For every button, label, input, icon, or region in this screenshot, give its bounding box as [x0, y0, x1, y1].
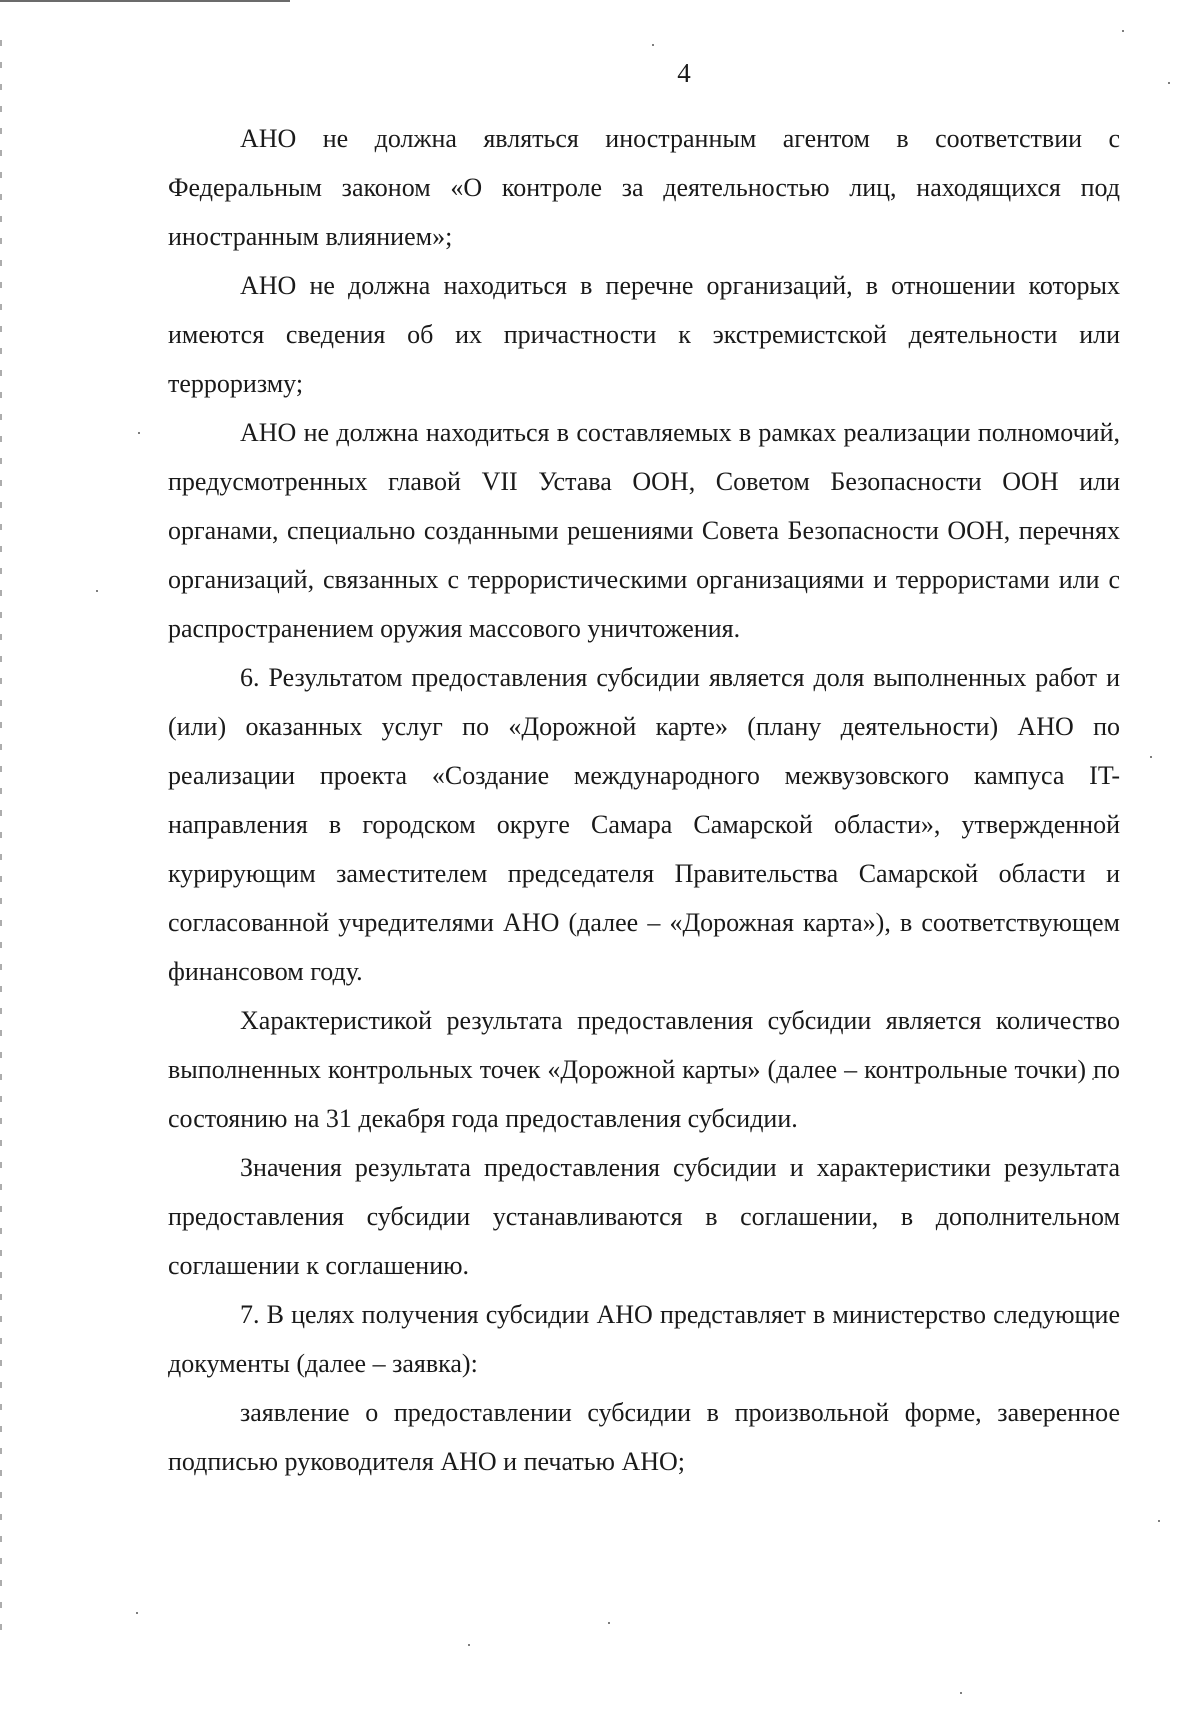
paragraph-7-application-documents: 7. В целях получения субсидии АНО представляет в министерство следующие документы (далее – заявка):: [168, 1300, 1120, 1378]
scan-speck: [652, 44, 654, 46]
paragraph-not-extremist-list: АНО не должна находиться в перечне организаций, в отношении которых имеются сведения об их причастности к экстремистской деятельности или терроризму;: [168, 271, 1120, 398]
scan-speck: [468, 1644, 470, 1646]
scan-speck: [960, 1692, 962, 1694]
paragraph-application-statement: заявление о предоставлении субсидии в произвольной форме, заверенное подписью руководителя АНО и печатью АНО;: [168, 1398, 1120, 1476]
page-number: 4: [677, 58, 691, 88]
scan-top-edge-line: [0, 0, 290, 2]
paragraph-result-characteristic: Характеристикой результата предоставления субсидии является количество выполненных контрольных точек «Дорожной карты» (далее – контрольные точки) по состоянию на 31 декабря года предоставления субсидии.: [168, 1006, 1120, 1133]
scan-speck: [136, 1612, 138, 1614]
scan-speck: [1158, 1520, 1160, 1522]
scan-speck: [1122, 30, 1124, 32]
scan-speck: [1150, 756, 1152, 758]
paragraph-result-values: Значения результата предоставления субсидии и характеристики результата предоставления субсидии устанавливаются в соглашении, в дополнительном соглашении к соглашению.: [168, 1153, 1120, 1280]
paragraph-not-un-sanctions-list: АНО не должна находиться в составляемых в рамках реализации полномочий, предусмотренных главой VII Устава ООН, Советом Безопасности ООН или органами, специально созданными решениями Совета Безопасности ООН, перечнях организаций, связанных с террористическими организациями и террористами или с распространением оружия массового уничтожения.: [168, 418, 1120, 643]
scan-left-edge-marks: [0, 40, 2, 1640]
document-body: [168, 114, 1120, 1486]
scan-speck: [96, 590, 98, 592]
paragraph-not-foreign-agent: АНО не должна являться иностранным агентом в соответствии с Федеральным законом «О контроле за деятельностью лиц, находящихся под иностранным влиянием»;: [168, 124, 1120, 251]
paragraph-6-subsidy-result: 6. Результатом предоставления субсидии является доля выполненных работ и (или) оказанных услуг по «Дорожной карте» (плану деятельности) АНО по реализации проекта «Создание международного межвузовского кампуса IT-направления в городском округе Самара Самарской области», утвержденной курирующим заместителем председателя Правительства Самарской области и согласованной учредителями АНО (далее – «Дорожная карта»), в соответствующем финансовом году.: [168, 663, 1120, 986]
scan-speck: [138, 432, 140, 434]
scan-speck: [608, 1622, 610, 1624]
